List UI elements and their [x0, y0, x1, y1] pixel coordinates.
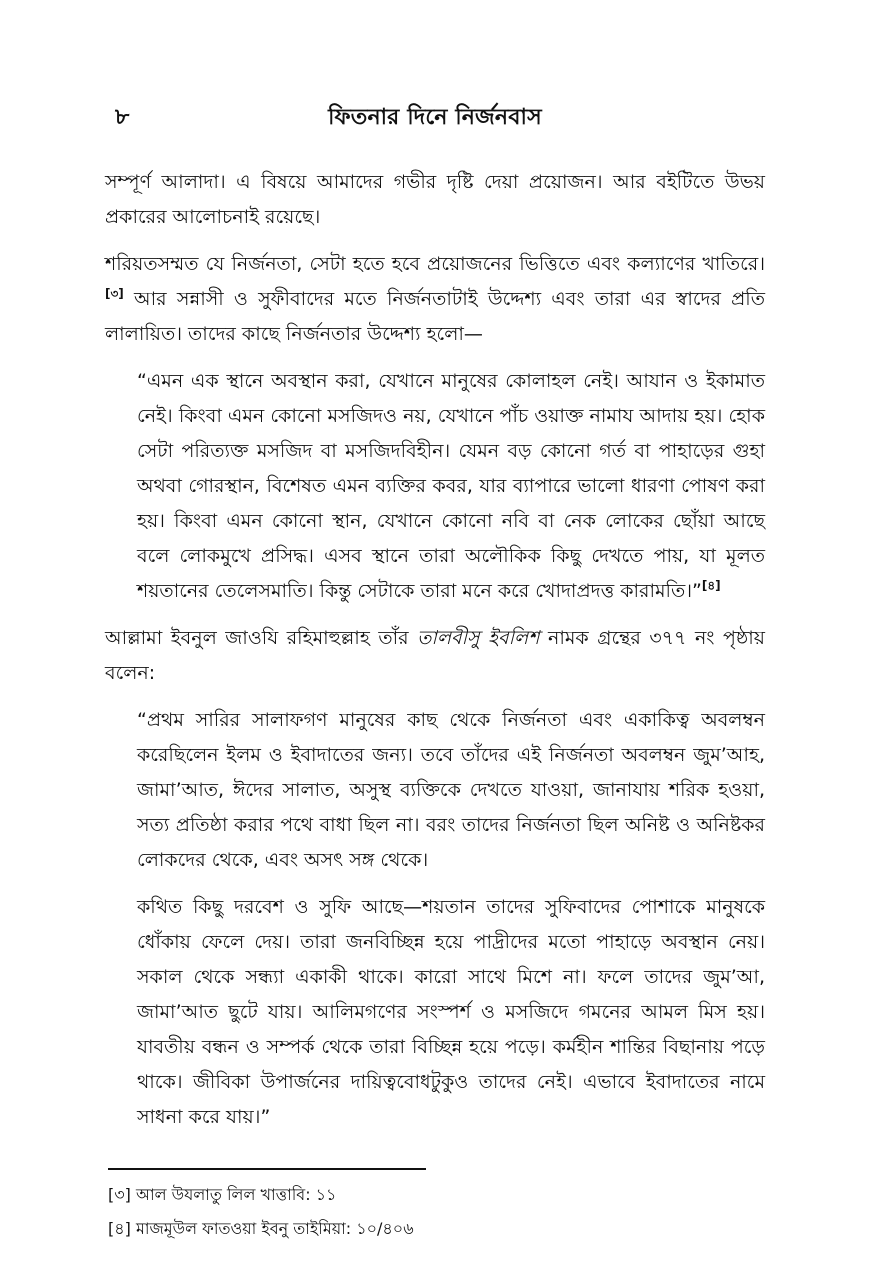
running-title: ফিতনার দিনে নির্জনবাস	[328, 105, 542, 130]
footnotes	[108, 1180, 708, 1248]
paragraph-2-part-b: আর সন্নাসী ও সুফীবাদের মতে নির্জনতাটাই উদ্দেশ্য এবং তারা এর স্বাদের প্রতি লালায়িত। তাদের কাছে নির্জনতার উদ্দেশ্য হলো—	[105, 288, 765, 345]
footnote-ref-4[interactable]: [৪]	[701, 578, 721, 593]
footnote-ref-3[interactable]: [৩]	[105, 286, 124, 301]
footnote-3: [৩] আল উযলাতু লিল খাত্তাবি: ১১	[108, 1185, 337, 1204]
block-quote-3: কথিত কিছু দরবেশ ও সুফি আছে—শয়তান তাদের সুফিবাদের পোশাকে মানুষকে ধোঁকায় ফেলে দেয়। তারা জনবিচ্ছিন্ন হয়ে পাদ্রীদের মতো পাহাড়ে অবস্থান নেয়। সকাল থেকে সন্ধ্যা একাকী থাকে। কারো সাথে মিশে না। ফলে তাদের জুম’আ, জামা’আত ছুটে যায়। আলিমগণের সংস্পর্শ ও মসজিদে গমনের আমল মিস হয়। যাবতীয় বন্ধন ও সম্পর্ক থেকে তারা বিচ্ছিন্ন হয়ে পড়ে। কর্মহীন শান্তির বিছানায় পড়ে থাকে। জীবিকা উপার্জনের দায়িত্ববোধটুকুও তাদের নেই। এভাবে ইবাদাতের নামে সাধনা করে যায়।”	[137, 896, 765, 1128]
footnote-divider	[108, 1168, 426, 1170]
page-header	[105, 100, 765, 136]
footnote-4: [৪] মাজমূউল ফাতওয়া ইবনু তাইমিয়া: ১০/৪০৬	[108, 1219, 414, 1238]
paragraph-2	[105, 247, 765, 352]
block-quote-1-text: “এমন এক স্থানে অবস্থান করা, যেখানে মানুষের কোলাহল নেই। আযান ও ইকামাত নেই। কিংবা এমন কোনো মসজিদও নয়, যেখানে পাঁচ ওয়াক্ত নামায আদায় হয়। হোক সেটা পরিত্যক্ত মসজিদ বা মসজিদবিহীন। যেমন বড় কোনো গর্ত বা পাহাড়ের গুহা অথবা গোরস্থান, বিশেষত এমন ব্যক্তির কবর, যার ব্যাপারে ভালো ধারণা পোষণ করা হয়। কিংবা এমন কোনো স্থান, যেখানে কোনো নবি বা নেক লোকের ছোঁয়া আছে বলে লোকমুখে প্রসিদ্ধ। এসব স্থানে তারা অলৌকিক কিছু দেখতে পায়, যা মূলত শয়তানের তেলেসমাতি। কিন্তু সেটাকে তারা মনে করে খোদাপ্রদত্ত কারামতি।”	[137, 370, 765, 602]
paragraph-3-part-a: আল্লামা ইবনুল জাওযি রহিমাহুল্লাহ তাঁর	[105, 627, 418, 649]
block-quote-1	[137, 364, 765, 609]
paragraph-1: সম্পূর্ণ আলাদা। এ বিষয়ে আমাদের গভীর দৃষ্টি দেয়া প্রয়োজন। আর বইটিতে উভয় প্রকারের আলোচনাই রয়েছে।	[105, 171, 765, 228]
page-body	[105, 165, 765, 1147]
block-quote-2: “প্রথম সারির সালাফগণ মানুষের কাছ থেকে নির্জনতা এবং একাকিত্ব অবলম্বন করেছিলেন ইলম ও ইবাদাতের জন্য। তবে তাঁদের এই নির্জনতা অবলম্বন জুম’আহ, জামা’আত, ঈদের সালাত, অসুস্থ ব্যক্তিকে দেখতে যাওয়া, জানাযায় শরিক হওয়া, সত্য প্রতিষ্ঠা করার পথে বাধা ছিল না। বরং তাদের নির্জনতা ছিল অনিষ্ট ও অনিষ্টকর লোকদের থেকে, এবং অসৎ সঙ্গ থেকে।	[137, 709, 765, 871]
paragraph-3	[105, 621, 765, 691]
page-number: ৮	[115, 105, 130, 130]
paragraph-2-part-a: শরিয়তসম্মত যে নির্জনতা, সেটা হতে হবে প্রয়োজনের ভিত্তিতে এবং কল্যাণের খাতিরে।	[105, 253, 765, 275]
book-title: তালবীসু ইবলিশ	[417, 627, 540, 649]
paragraph-3-part-b: নামক গ্রন্থের ৩৭৭ নং পৃষ্ঠায় বলেন:	[105, 627, 765, 684]
